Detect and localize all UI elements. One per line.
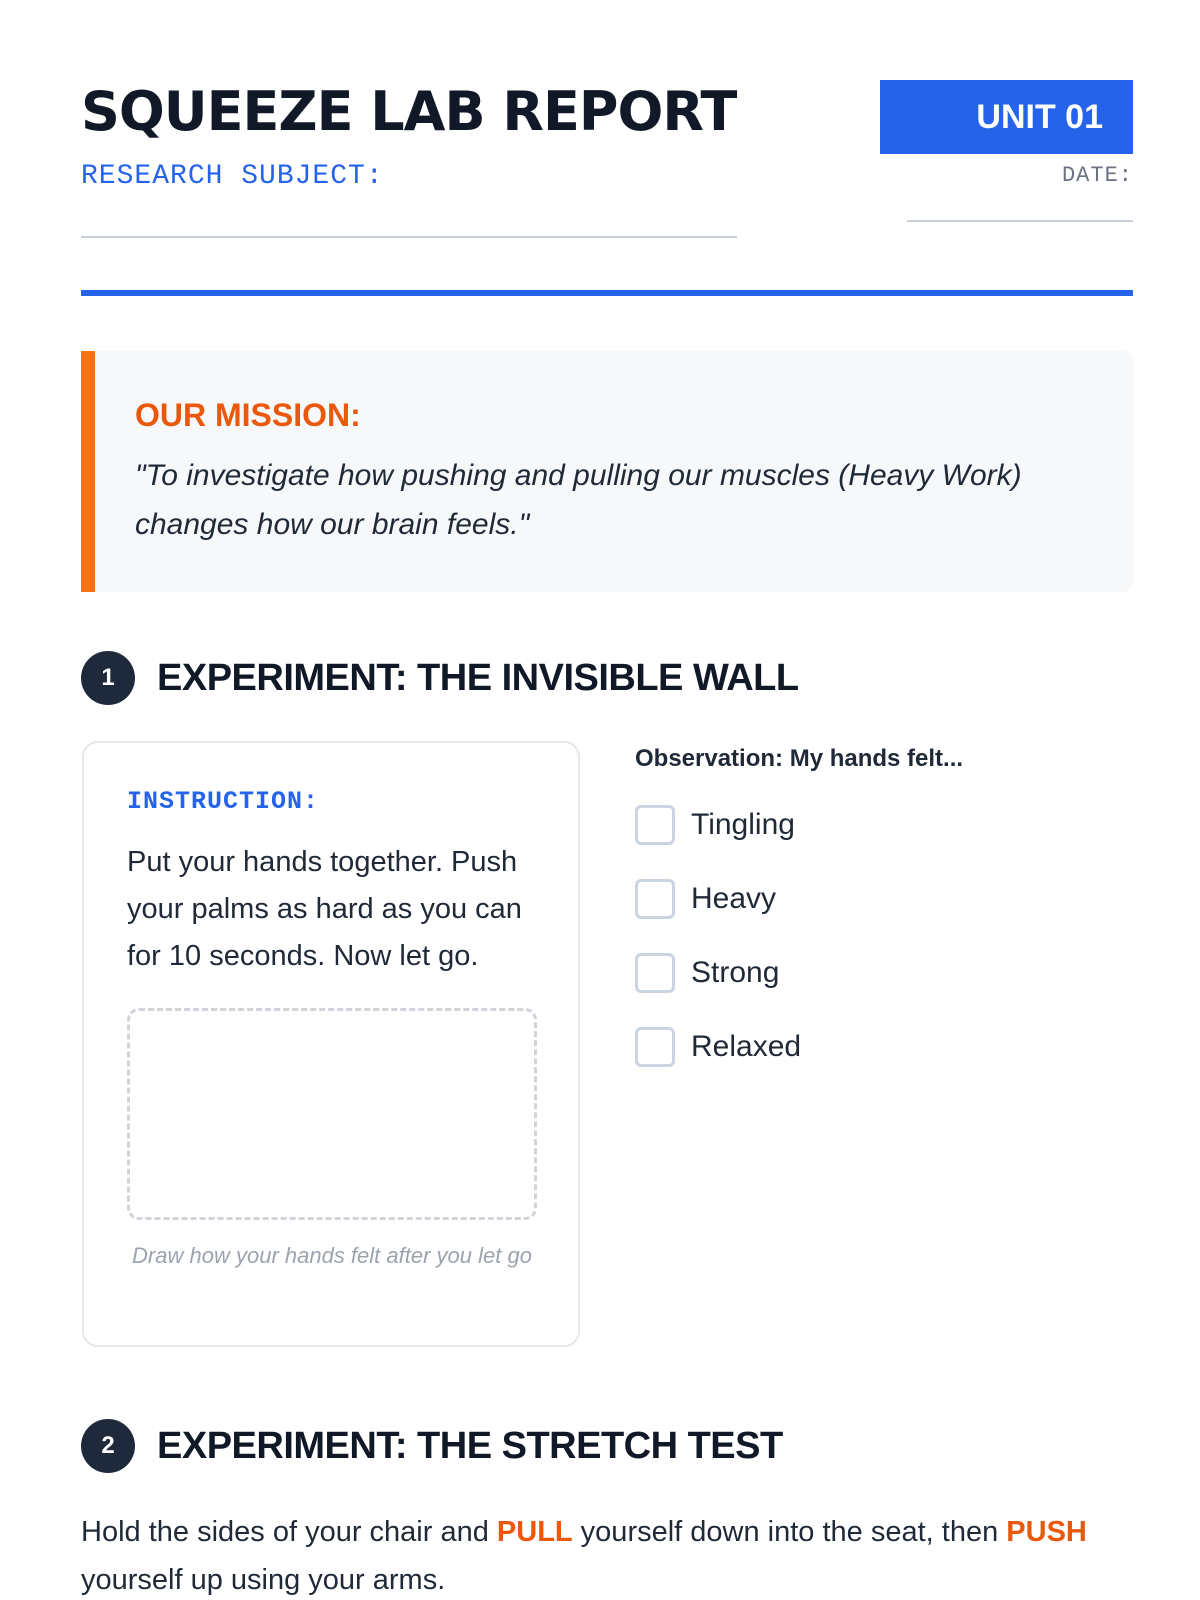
experiment-2-heading xyxy=(81,1418,783,1474)
checkbox[interactable] xyxy=(635,953,675,993)
option-label: Strong xyxy=(691,956,780,989)
page-title: SQUEEZE LAB REPORT xyxy=(81,80,737,143)
drawing-area[interactable] xyxy=(127,1008,537,1220)
instruction-text-part: yourself up using your arms. xyxy=(81,1564,446,1596)
checkbox[interactable] xyxy=(635,805,675,845)
observation-checklist xyxy=(635,804,1135,1068)
checkbox[interactable] xyxy=(635,879,675,919)
push-keyword: PUSH xyxy=(1006,1516,1087,1548)
pull-keyword: PULL xyxy=(496,1516,573,1548)
instruction-label: INSTRUCTION: xyxy=(127,787,320,816)
instruction-text-part: yourself down into the seat, then xyxy=(572,1516,1007,1548)
option-label: Relaxed xyxy=(691,1030,802,1063)
observation-panel xyxy=(635,744,1135,1100)
step-number-1: 1 xyxy=(81,651,135,705)
option-heavy[interactable] xyxy=(635,878,1135,920)
date-field[interactable] xyxy=(907,220,1133,222)
checkbox[interactable] xyxy=(635,1027,675,1067)
instruction-text-part: Hold the sides of your chair and xyxy=(81,1516,497,1548)
instruction-text: Put your hands together. Push your palms as hard as you can for 10 seconds. Now let go. xyxy=(127,846,522,972)
option-tingling[interactable] xyxy=(635,804,1135,846)
instruction-card xyxy=(82,741,580,1347)
option-label: Tingling xyxy=(691,808,795,841)
mission-quote: "To investigate how pushing and pulling our muscles (Heavy Work) changes how our brain feels." xyxy=(135,459,1022,541)
mission-callout xyxy=(81,351,1133,592)
header-divider xyxy=(81,290,1133,296)
option-label: Heavy xyxy=(691,882,777,915)
date-label: DATE: xyxy=(1061,163,1133,188)
research-subject-label: RESEARCH SUBJECT: xyxy=(81,161,384,192)
mission-heading: OUR MISSION: xyxy=(135,397,361,433)
experiment-2-title: EXPERIMENT: THE STRETCH TEST xyxy=(157,1424,783,1467)
option-relaxed[interactable] xyxy=(635,1026,1135,1068)
drawing-caption: Draw how your hands felt after you let go xyxy=(132,1243,532,1268)
observation-label: Observation: My hands felt... xyxy=(635,745,964,772)
report-header xyxy=(81,80,1133,296)
experiment-1-heading xyxy=(81,650,799,706)
unit-badge: UNIT 01 xyxy=(880,80,1133,154)
experiment-1-title: EXPERIMENT: THE INVISIBLE WALL xyxy=(157,656,799,699)
research-subject-field[interactable] xyxy=(81,236,737,238)
option-strong[interactable] xyxy=(635,952,1135,994)
step-number-2: 2 xyxy=(81,1419,135,1473)
experiment-2-instructions xyxy=(81,1508,1141,1600)
